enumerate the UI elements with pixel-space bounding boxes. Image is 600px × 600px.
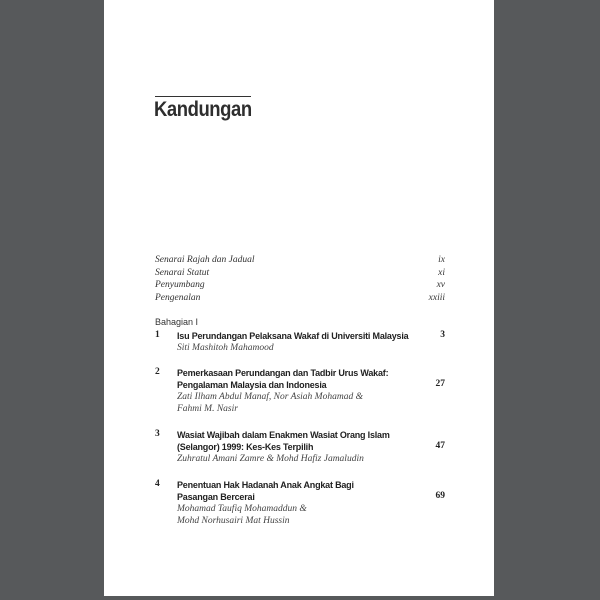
chapter-title-line-1: Penentuan Hak Hadanah Anak Angkat Bagi bbox=[177, 480, 354, 490]
front-matter-item[interactable] bbox=[155, 254, 445, 267]
chapter-title-line-1: Wasiat Wajibah dalam Enakmen Wasiat Orang Islam bbox=[177, 430, 390, 440]
chapter-authors: Siti Mashitoh Mahamood bbox=[177, 343, 274, 353]
chapter-authors: Zuhratul Amani Zamre & Mohd Hafiz Jamaludin bbox=[177, 454, 364, 464]
part-label: Bahagian I bbox=[155, 317, 199, 327]
chapter-page: 69 bbox=[435, 491, 445, 501]
front-matter-page: xv bbox=[436, 280, 445, 290]
page-title: Kandungan bbox=[154, 98, 252, 121]
chapter-number: 2 bbox=[155, 367, 160, 377]
chapter-authors-line-1: Zati Ilham Abdul Manaf, Nor Asiah Mohamad & bbox=[177, 392, 363, 402]
chapter-title-line-2: Pengalaman Malaysia dan Indonesia bbox=[177, 380, 327, 390]
document-page bbox=[104, 0, 494, 596]
front-matter-item[interactable] bbox=[155, 279, 445, 292]
front-matter-item[interactable] bbox=[155, 267, 445, 280]
front-matter-item[interactable] bbox=[155, 292, 445, 305]
chapter-authors-line-2: Mohd Norhusairi Mat Hussin bbox=[177, 516, 290, 526]
front-matter-page: xxiii bbox=[428, 292, 445, 303]
front-matter-list bbox=[155, 254, 445, 304]
front-matter-label: Senarai Rajah dan Jadual bbox=[155, 255, 255, 265]
chapter-page: 3 bbox=[440, 330, 445, 340]
chapter-title-line-2: Pasangan Bercerai bbox=[177, 492, 255, 502]
chapter-page: 27 bbox=[435, 379, 445, 389]
front-matter-page: ix bbox=[438, 255, 445, 265]
chapter-number: 1 bbox=[155, 330, 160, 340]
chapter-number: 4 bbox=[155, 479, 160, 489]
front-matter-page: xi bbox=[438, 267, 445, 278]
chapter-title-line-1: Pemerkasaan Perundangan dan Tadbir Urus Wakaf: bbox=[177, 368, 389, 378]
chapter-page: 47 bbox=[435, 441, 445, 451]
chapter-authors-line-1: Mohamad Taufiq Mohamaddun & bbox=[177, 504, 307, 514]
chapter-number: 3 bbox=[155, 429, 160, 439]
front-matter-label: Penyumbang bbox=[155, 280, 205, 290]
chapter-authors-line-2: Fahmi M. Nasir bbox=[177, 404, 238, 414]
chapter-title-line-2: (Selangor) 1999: Kes-Kes Terpilih bbox=[177, 442, 314, 452]
chapter-title: Isu Perundangan Pelaksana Wakaf di Universiti Malaysia bbox=[177, 331, 409, 341]
front-matter-label: Senarai Statut bbox=[155, 267, 210, 278]
front-matter-label: Pengenalan bbox=[155, 292, 201, 303]
title-rule bbox=[155, 96, 251, 97]
